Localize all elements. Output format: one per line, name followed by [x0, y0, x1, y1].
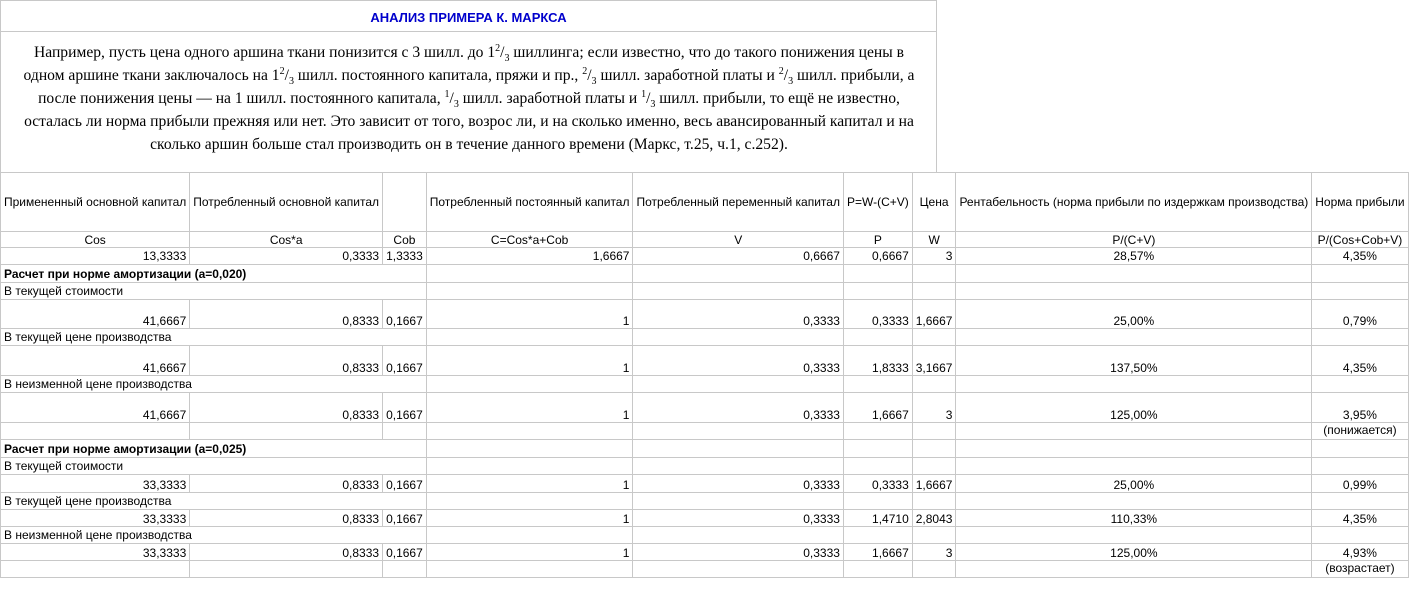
empty-cell	[1312, 283, 1408, 300]
empty-cell	[843, 376, 912, 393]
empty-cell	[633, 265, 843, 283]
symbol-cell: Cos*a	[190, 232, 383, 248]
empty-cell	[1312, 493, 1408, 510]
column-header	[383, 173, 427, 232]
empty-cell	[956, 283, 1312, 300]
empty-cell	[426, 265, 633, 283]
column-header: Потребленный переменный капитал	[633, 173, 843, 232]
empty-cell	[426, 527, 633, 544]
table-cell: 0,3333	[843, 475, 912, 493]
table-cell: 41,6667	[1, 346, 190, 376]
table-cell: 1,4710	[843, 510, 912, 527]
empty-cell	[843, 329, 912, 346]
empty-cell	[1312, 265, 1408, 283]
table-row	[1, 393, 1409, 423]
empty-cell	[633, 440, 843, 458]
empty-cell	[426, 423, 633, 440]
empty-cell	[1, 561, 190, 578]
table-cell: 1,3333	[383, 248, 427, 265]
empty-cell	[633, 376, 843, 393]
empty-cell	[956, 493, 1312, 510]
table-cell: 0,79%	[1312, 300, 1408, 329]
empty-cell	[633, 283, 843, 300]
section-title-row	[1, 265, 1409, 283]
empty-cell	[956, 440, 1312, 458]
group-label: В текущей цене производства	[1, 493, 427, 510]
empty-cell	[633, 561, 843, 578]
group-label-row	[1, 458, 1409, 475]
table-cell: 1,6667	[843, 393, 912, 423]
empty-cell	[426, 440, 633, 458]
empty-cell	[1312, 329, 1408, 346]
empty-cell	[843, 527, 912, 544]
table-cell: 41,6667	[1, 393, 190, 423]
note-row	[1, 423, 1409, 440]
empty-cell	[1, 423, 190, 440]
table-cell: 3	[912, 544, 956, 561]
table-cell: 28,57%	[956, 248, 1312, 265]
symbol-cell: V	[633, 232, 843, 248]
table-cell: 125,00%	[956, 393, 1312, 423]
table-cell: 0,1667	[383, 393, 427, 423]
group-label-row	[1, 493, 1409, 510]
table-cell: 25,00%	[956, 475, 1312, 493]
table-cell: 0,8333	[190, 393, 383, 423]
group-label: В текущей стоимости	[1, 458, 427, 475]
table-cell: 0,8333	[190, 300, 383, 329]
empty-cell	[843, 283, 912, 300]
empty-cell	[956, 423, 1312, 440]
table-cell: 1	[426, 544, 633, 561]
table-cell: 1	[426, 300, 633, 329]
table-cell: 4,93%	[1312, 544, 1408, 561]
grid-line	[0, 0, 937, 1]
empty-cell	[912, 493, 956, 510]
page-title: АНАЛИЗ ПРИМЕРА К. МАРКСА	[370, 10, 567, 25]
empty-cell	[426, 561, 633, 578]
table-cell: 0,1667	[383, 544, 427, 561]
empty-cell	[633, 527, 843, 544]
table-cell: 110,33%	[956, 510, 1312, 527]
quote-paragraph: Например, пусть цена одного аршина ткани понизится с 3 шилл. до $1^2/_3$ шиллинга; если известно, что до такого понижения цены в одном аршине ткани заключалось на $1^2/_3$ шилл. постоянного капитала, пряжи и пр., $^2/_3$ шилл. заработной платы и $^2/_3$ шилл. прибыли, а после понижения цены — на 1 шилл. постоянного капитала, $^1/_3$ шилл. заработной платы и $^1/_3$ шилл. прибыли, то ещё не известно, осталась ли норма прибыли прежняя или нет. Это зависит от того, возрос ли, и на сколько именно, весь авансированный капитал и на сколько аршин больше стал производить он в течение данного времени (Маркс, т.25, ч.1, с.252).	[23, 42, 915, 153]
empty-cell	[1312, 527, 1408, 544]
empty-cell	[190, 561, 383, 578]
empty-cell	[912, 440, 956, 458]
empty-cell	[383, 423, 427, 440]
empty-cell	[1312, 458, 1408, 475]
table-cell: 0,3333	[633, 346, 843, 376]
table-cell: 33,3333	[1, 475, 190, 493]
table-cell: 0,3333	[843, 300, 912, 329]
table-row	[1, 475, 1409, 493]
empty-cell	[956, 376, 1312, 393]
column-header: P=W-(C+V)	[843, 173, 912, 232]
section-title: Расчет при норме амортизации (a=0,020)	[1, 265, 427, 283]
symbol-row	[1, 232, 1409, 248]
empty-cell	[426, 283, 633, 300]
column-header: Цена	[912, 173, 956, 232]
empty-cell	[843, 423, 912, 440]
table-cell: 0,6667	[843, 248, 912, 265]
note-row	[1, 561, 1409, 578]
group-label: В текущей стоимости	[1, 283, 427, 300]
group-label-row	[1, 283, 1409, 300]
table-cell: 0,8333	[190, 544, 383, 561]
group-label-row	[1, 329, 1409, 346]
empty-cell	[912, 423, 956, 440]
empty-cell	[843, 561, 912, 578]
table-row	[1, 346, 1409, 376]
table-cell: 0,99%	[1312, 475, 1408, 493]
empty-cell	[1312, 376, 1408, 393]
empty-cell	[956, 458, 1312, 475]
table-cell: 0,3333	[633, 510, 843, 527]
empty-cell	[426, 329, 633, 346]
header-row	[1, 173, 1409, 232]
empty-cell	[633, 493, 843, 510]
symbol-cell: Cos	[1, 232, 190, 248]
symbol-cell: W	[912, 232, 956, 248]
table-cell: 0,3333	[190, 248, 383, 265]
table-cell: 137,50%	[956, 346, 1312, 376]
table-cell: 1	[426, 393, 633, 423]
table-cell: 33,3333	[1, 510, 190, 527]
trend-note: (возрастает)	[1312, 561, 1408, 578]
empty-cell	[633, 458, 843, 475]
empty-cell	[912, 265, 956, 283]
table-cell: 25,00%	[956, 300, 1312, 329]
empty-cell	[912, 561, 956, 578]
table-cell: 3	[912, 393, 956, 423]
group-label: В неизменной цене производства	[1, 527, 427, 544]
empty-cell	[1312, 440, 1408, 458]
section-title-row	[1, 440, 1409, 458]
grid-line	[0, 31, 937, 32]
table-row	[1, 510, 1409, 527]
column-header: Норма прибыли	[1312, 173, 1408, 232]
table-cell: 4,35%	[1312, 248, 1408, 265]
table-cell: 0,3333	[633, 544, 843, 561]
empty-cell	[383, 561, 427, 578]
table-cell: 125,00%	[956, 544, 1312, 561]
table-cell: 33,3333	[1, 544, 190, 561]
table-cell: 41,6667	[1, 300, 190, 329]
table-cell: 13,3333	[1, 248, 190, 265]
empty-cell	[912, 527, 956, 544]
group-label-row	[1, 527, 1409, 544]
empty-cell	[843, 265, 912, 283]
symbol-cell: P/(Cos+Cob+V)	[1312, 232, 1408, 248]
table-row	[1, 300, 1409, 329]
column-header: Потребленный постоянный капитал	[426, 173, 633, 232]
table-cell: 1	[426, 510, 633, 527]
table-cell: 4,35%	[1312, 510, 1408, 527]
table-cell: 1	[426, 346, 633, 376]
group-label-row	[1, 376, 1409, 393]
table-cell: 1,6667	[912, 300, 956, 329]
base-row	[1, 248, 1409, 265]
data-table	[0, 172, 1409, 578]
symbol-cell: P	[843, 232, 912, 248]
table-cell: 1,6667	[843, 544, 912, 561]
table-cell: 0,1667	[383, 300, 427, 329]
empty-cell	[633, 329, 843, 346]
table-cell: 3,95%	[1312, 393, 1408, 423]
table-cell: 0,3333	[633, 393, 843, 423]
group-label: В неизменной цене производства	[1, 376, 427, 393]
empty-cell	[843, 493, 912, 510]
table-cell: 2,8043	[912, 510, 956, 527]
empty-cell	[912, 329, 956, 346]
table-cell: 0,1667	[383, 510, 427, 527]
table-cell: 3,1667	[912, 346, 956, 376]
table-cell: 0,3333	[633, 300, 843, 329]
trend-note: (понижается)	[1312, 423, 1408, 440]
symbol-cell: P/(C+V)	[956, 232, 1312, 248]
table-cell: 0,8333	[190, 475, 383, 493]
empty-cell	[912, 376, 956, 393]
table-cell: 0,8333	[190, 510, 383, 527]
table-cell: 0,3333	[633, 475, 843, 493]
empty-cell	[956, 527, 1312, 544]
column-header: Рентабельность (норма прибыли по издержкам производства)	[956, 173, 1312, 232]
table-row	[1, 544, 1409, 561]
empty-cell	[912, 283, 956, 300]
empty-cell	[426, 493, 633, 510]
table-cell: 0,1667	[383, 475, 427, 493]
section-title: Расчет при норме амортизации (a=0,025)	[1, 440, 427, 458]
table-cell: 3	[912, 248, 956, 265]
empty-cell	[956, 329, 1312, 346]
table-cell: 4,35%	[1312, 346, 1408, 376]
empty-cell	[426, 376, 633, 393]
table-cell: 1	[426, 475, 633, 493]
group-label: В текущей цене производства	[1, 329, 427, 346]
table-cell: 1,6667	[912, 475, 956, 493]
empty-cell	[956, 265, 1312, 283]
empty-cell	[956, 561, 1312, 578]
empty-cell	[843, 440, 912, 458]
empty-cell	[190, 423, 383, 440]
table-cell: 1,8333	[843, 346, 912, 376]
empty-cell	[426, 458, 633, 475]
symbol-cell: C=Cos*a+Cob	[426, 232, 633, 248]
table-cell: 0,6667	[633, 248, 843, 265]
empty-cell	[912, 458, 956, 475]
empty-cell	[843, 458, 912, 475]
symbol-cell: Cob	[383, 232, 427, 248]
table-cell: 0,8333	[190, 346, 383, 376]
table-cell: 1,6667	[426, 248, 633, 265]
column-header: Потребленный основной капитал	[190, 173, 383, 232]
column-header: Примененный основной капитал	[1, 173, 190, 232]
empty-cell	[633, 423, 843, 440]
table-cell: 0,1667	[383, 346, 427, 376]
